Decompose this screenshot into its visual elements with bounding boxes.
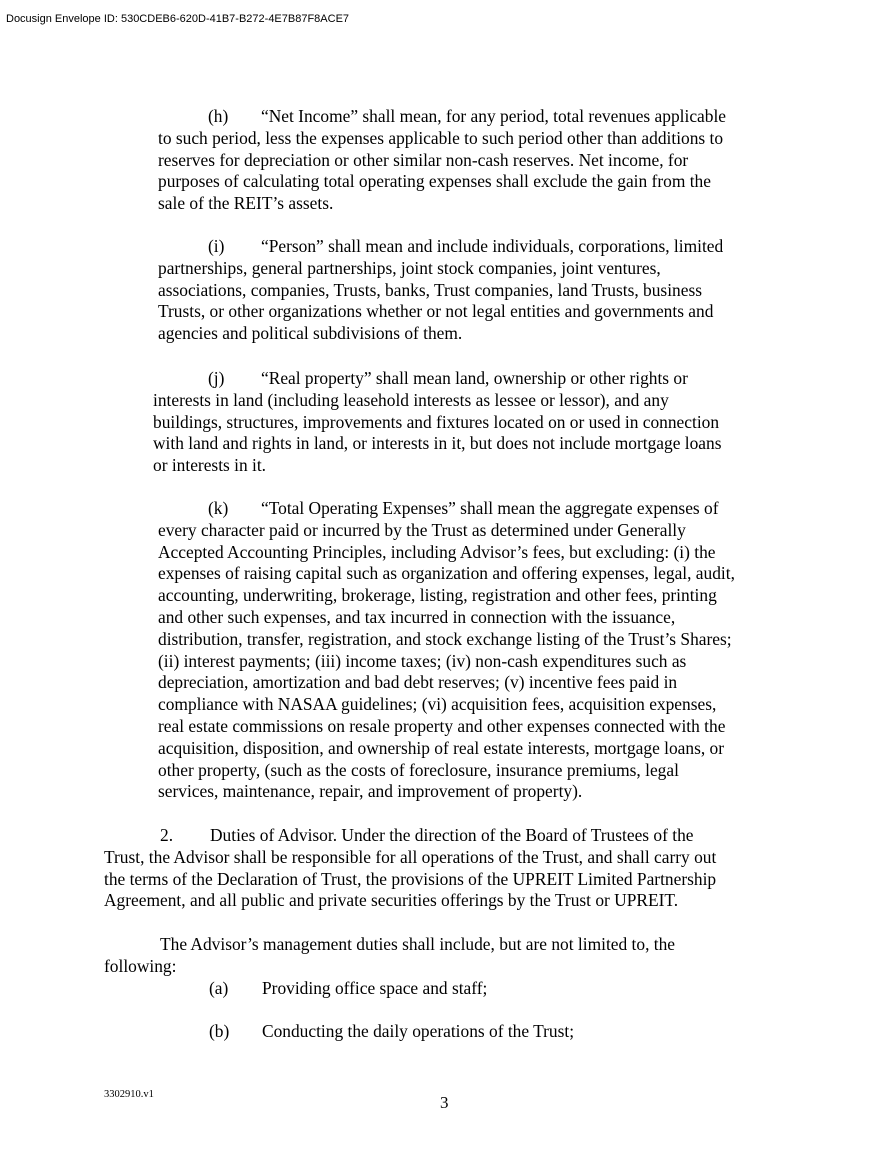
paragraph-i bbox=[158, 236, 723, 345]
paragraph-k-line-7: distribution, transfer, registration, and stock exchange listing of the Trust’s Shares; bbox=[158, 628, 732, 649]
paragraph-h-line-1 bbox=[208, 106, 726, 128]
duty-item-a-label: (a) bbox=[209, 978, 229, 998]
paragraph-k-line-12: acquisition, disposition, and ownership of real estate interests, mortgage loans, or bbox=[158, 737, 725, 758]
section-2-line-4: Agreement, and all public and private securities offerings by the Trust or UPREIT. bbox=[104, 890, 679, 911]
paragraph-k-line-3: Accepted Accounting Principles, including Advisor’s fees, but excluding: (i) the bbox=[158, 541, 716, 562]
paragraph-k-line-11: real estate commissions on resale property and other expenses connected with the bbox=[158, 715, 726, 736]
paragraph-k-line-1-text: “Total Operating Expenses” shall mean the aggregate expenses of bbox=[261, 498, 719, 518]
paragraph-h bbox=[158, 106, 726, 215]
paragraph-k-line-14: services, maintenance, repair, and improvement of property). bbox=[158, 781, 583, 802]
duty-item-b-label: (b) bbox=[209, 1021, 230, 1041]
paragraph-i-label: (i) bbox=[208, 236, 225, 256]
paragraph-j bbox=[153, 368, 721, 477]
paragraph-j-line-1-text: “Real property” shall mean land, ownership or other rights or bbox=[261, 368, 688, 388]
paragraph-j-label: (j) bbox=[208, 368, 225, 388]
paragraph-j-line-3: buildings, structures, improvements and fixtures located on or used in connection bbox=[153, 411, 720, 432]
paragraph-k-line-9: depreciation, amortization and bad debt reserves; (v) incentive fees paid in bbox=[158, 672, 678, 693]
paragraph-k-label: (k) bbox=[208, 498, 229, 518]
paragraph-k-line-13: other property, (such as the costs of foreclosure, insurance premiums, legal bbox=[158, 759, 679, 780]
paragraph-j-line-5: or interests in it. bbox=[153, 455, 267, 476]
duty-item-b-text: Conducting the daily operations of the Trust; bbox=[262, 1021, 575, 1041]
page-number: 3 bbox=[440, 1093, 449, 1112]
paragraph-h-label: (h) bbox=[208, 106, 229, 126]
docusign-envelope-id: Docusign Envelope ID: 530CDEB6-620D-41B7-B272-4E7B87F8ACE7 bbox=[6, 13, 350, 25]
duties-intro bbox=[104, 934, 675, 978]
paragraph-k-line-8: (ii) interest payments; (iii) income taxes; (iv) non-cash expenditures such as bbox=[158, 650, 687, 671]
duty-item-a-text: Providing office space and staff; bbox=[262, 978, 488, 998]
paragraph-h-line-1-text: “Net Income” shall mean, for any period, total revenues applicable bbox=[261, 106, 727, 126]
section-2-label: 2. bbox=[160, 825, 174, 845]
paragraph-i-line-4: Trusts, or other organizations whether or not legal entities and governments and bbox=[158, 301, 714, 322]
paragraph-k-line-1 bbox=[208, 498, 735, 520]
paragraph-i-line-1-text: “Person” shall mean and include individuals, corporations, limited bbox=[261, 236, 724, 256]
section-2-line-1-text: Duties of Advisor. Under the direction of the Board of Trustees of the bbox=[210, 825, 694, 845]
duty-item-b bbox=[209, 1021, 709, 1043]
paragraph-i-line-1 bbox=[208, 236, 723, 258]
paragraph-h-line-4: purposes of calculating total operating expenses shall exclude the gain from the bbox=[158, 171, 711, 192]
paragraph-k bbox=[158, 498, 735, 803]
paragraph-k-line-10: compliance with NASAA guidelines; (vi) acquisition fees, acquisition expenses, bbox=[158, 694, 717, 715]
paragraph-i-line-5: agencies and political subdivisions of them. bbox=[158, 323, 463, 344]
footer-document-id: 3302910.v1 bbox=[104, 1089, 154, 1100]
paragraph-k-line-4: expenses of raising capital such as organization and offering expenses, legal, audit, bbox=[158, 563, 735, 584]
paragraph-i-line-3: associations, companies, Trusts, banks, Trust companies, land Trusts, business bbox=[158, 279, 702, 300]
paragraph-k-line-2: every character paid or incurred by the Trust as determined under Generally bbox=[158, 519, 686, 540]
duties-intro-line-2: following: bbox=[104, 955, 177, 976]
paragraph-j-line-1 bbox=[208, 368, 721, 390]
paragraph-h-line-3: reserves for depreciation or other similar non-cash reserves. Net income, for bbox=[158, 149, 689, 170]
section-2-line-1 bbox=[160, 825, 716, 847]
paragraph-k-line-6: and other such expenses, and tax incurred in connection with the issuance, bbox=[158, 606, 676, 627]
section-2-line-3: the terms of the Declaration of Trust, the provisions of the UPREIT Limited Partnership bbox=[104, 868, 717, 889]
paragraph-i-line-2: partnerships, general partnerships, joint stock companies, joint ventures, bbox=[158, 257, 661, 278]
duties-intro-line-1: The Advisor’s management duties shall include, but are not limited to, the bbox=[160, 934, 676, 954]
section-2-duties-of-advisor bbox=[104, 825, 716, 912]
paragraph-h-line-5: sale of the REIT’s assets. bbox=[158, 193, 334, 214]
duty-item-a bbox=[209, 978, 709, 1000]
paragraph-h-line-2: to such period, less the expenses applicable to such period other than additions to bbox=[158, 127, 724, 148]
paragraph-j-line-2: interests in land (including leasehold interests as lessee or lessor), and any bbox=[153, 389, 669, 410]
paragraph-k-line-5: accounting, underwriting, brokerage, listing, registration and other fees, printing bbox=[158, 585, 717, 606]
section-2-line-2: Trust, the Advisor shall be responsible for all operations of the Trust, and shall carry out bbox=[104, 846, 717, 867]
paragraph-j-line-4: with land and rights in land, or interests in it, but does not include mortgage loans bbox=[153, 433, 722, 454]
